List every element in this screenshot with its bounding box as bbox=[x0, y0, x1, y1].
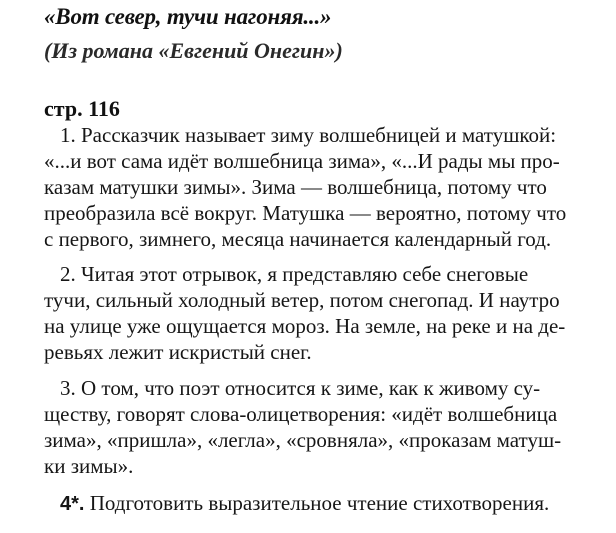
answer-1-line-4: преобразила всё вокруг. Матушка — вероятно, потому что bbox=[44, 201, 567, 225]
answer-2-line-3: на улице уже ощущается мороз. На земле, на реке и на де- bbox=[44, 314, 566, 338]
answer-3-line-2: ществу, говорят слова-олицетворения: «идёт волшебница bbox=[44, 402, 558, 426]
answer-2-line-1: 2. Читая этот отрывок, я представляю себе снеговые bbox=[60, 262, 529, 286]
answer-1-line-3: казам матушки зимы». Зима — волшебница, потому что bbox=[44, 175, 547, 199]
poem-title: «Вот север, тучи нагоняя...» bbox=[44, 4, 332, 29]
answer-1-line-5: с первого, зимнего, месяца начинается календарный год. bbox=[44, 227, 552, 251]
poem-source: (Из романа «Евгений Онегин») bbox=[44, 38, 343, 63]
task-4-text: Подготовить выразительное чтение стихотворения. bbox=[89, 491, 550, 515]
answer-3-line-1: 3. О том, что поэт относится к зиме, как к живому су- bbox=[60, 376, 541, 400]
page-reference: стр. 116 bbox=[44, 96, 120, 121]
task-4-line bbox=[60, 490, 549, 517]
answer-2-line-4: ревьях лежит искристый снег. bbox=[44, 340, 312, 364]
answer-1-line-1: 1. Рассказчик называет зиму волшебницей и матушкой: bbox=[60, 123, 557, 147]
answer-2-line-2: тучи, сильный холодный ветер, потом снегопад. И наутро bbox=[44, 288, 560, 312]
answer-3-line-3: зима», «пришла», «легла», «сровняла», «проказам матуш- bbox=[44, 428, 562, 452]
task-4-number: 4*. bbox=[60, 493, 85, 515]
answer-1-line-2: «...и вот сама идёт волшебница зима», «...И рады мы про- bbox=[44, 149, 560, 173]
answer-3-line-4: ки зимы». bbox=[44, 454, 134, 478]
